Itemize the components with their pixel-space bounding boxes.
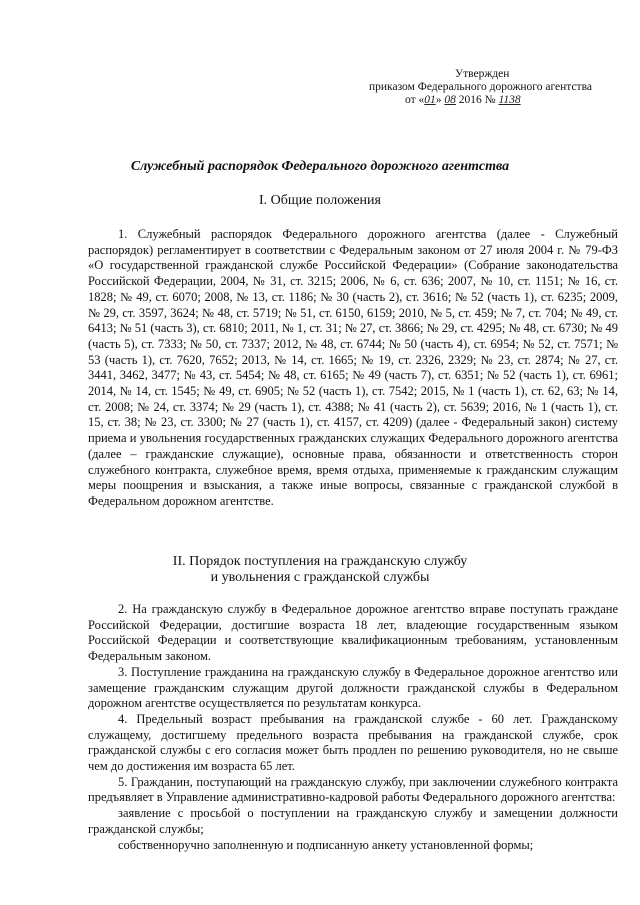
approval-line1: Утвержден xyxy=(455,68,510,80)
year-text: 2016 № xyxy=(458,94,496,106)
section1-body xyxy=(88,227,618,510)
section2-heading xyxy=(0,554,640,586)
section2-paragraph: 4. Предельный возраст пребывания на гражданской службе - 60 лет. Гражданскому служащему, достигшему предельного возраста пребывания на гражданской службе, срок гражданской службы с его согласия может быть продлен по решению руководителя, но не свыше чем до достижения им возраста 65 лет. xyxy=(88,711,618,774)
date-prefix: от « xyxy=(405,94,425,106)
section2-heading-line1: II. Порядок поступления на гражданскую службу xyxy=(172,554,468,569)
document-title: Служебный распорядок Федерального дорожного агентства xyxy=(130,159,510,174)
section2-list-item: заявление с просьбой о поступлении на гражданскую службу и замещении должности гражданской службы; xyxy=(88,806,618,836)
date-mid: » xyxy=(435,94,442,106)
approval-line2: приказом Федерального дорожного агентства xyxy=(369,81,592,93)
section2-body xyxy=(88,602,618,853)
approval-stamp xyxy=(355,68,605,107)
section2-paragraph: 2. На гражданскую службу в Федеральное дорожное агентство вправе поступать граждане Российской Федерации, достигшие возраста 18 лет, владеющие государственным языком Российской Федерации и соответствующие квалификационным требованиям, установленным Федеральным законом. xyxy=(88,602,618,664)
section2-list-item: собственноручно заполненную и подписанную анкету установленной формы; xyxy=(118,837,534,852)
section1-heading: I. Общие положения xyxy=(259,193,381,208)
section1-paragraph: 1. Служебный распорядок Федерального дорожного агентства (далее - Служебный распорядок) регламентирует в соответствии с Федеральным законом от 27 июля 2004 г. № 79-ФЗ «О государственной гражданской службе Российской Федерации» (Собрание законодательства Российской Федерации, 2004, № 31, ст. 3215; 2006, № 6, ст. 636; 2007, № 10, ст. 1151; № 16, ст. 1828; № 49, ст. 6070; 2008, № 13, ст. 1186; № 30 (часть 2), ст. 3616; № 52 (часть 1), ст. 6235; 2009, № 29, ст. 3597, 3624; № 48, ст. 5719; № 51, ст. 6150, 6159; 2010, № 5, ст. 459; № 7, ст. 704; № 49, ст. 6413; № 51 (часть 3), ст. 6810; 2011, № 1, ст. 31; № 27, ст. 3866; № 29, ст. 4295; № 48, ст. 6730; № 49 (часть 5), ст. 7333; № 50, ст. 7337; 2012, № 48, ст. 6744; № 50 (часть 4), ст. 6954; № 52, ст. 7571; № 53 (часть 1), ст. 7620, 7652; 2013, № 14, ст. 1665; № 19, ст. 2326, 2329; № 23, ст. 2874; № 27, ст. 3441, 3462, 3477; № 43, ст. 5454; № 48, ст. 6165; № 49 (часть 7), ст. 6351; № 52 (часть 1), ст. 6961; 2014, № 14, ст. 1545; № 49, ст. 6905; № 52 (часть 1), ст. 7542; 2015, № 1 (часть 1), ст. 62, 63; № 14, ст. 2008; № 24, ст. 3374; № 29 (часть 1), ст. 4388; № 41 (часть 2), ст. 5639; 2016, № 1 (часть 1), ст. 15, ст. 38; № 23, ст. 3300; № 27 (часть 1), ст. 4157, ст. 4209) (далее - Федеральный закон) систему приема и увольнения государственных гражданских служащих Федерального дорожного агентства (далее – гражданские служащие), основные права, обязанности и ответственность сторон служебного контракта, служебное время, время отдыха, применяемые к гражданским служащим меры поощрения и взыскания, а также иные вопросы, связанные с гражданской службой в Федеральном дорожном агентстве. xyxy=(88,227,618,508)
section2-heading-line2: и увольнения с гражданской службы xyxy=(210,570,430,585)
handwritten-month: 08 xyxy=(444,94,456,106)
handwritten-day: 01 xyxy=(424,94,436,106)
handwritten-order-number: 1138 xyxy=(498,94,521,106)
section2-paragraph: 3. Поступление гражданина на гражданскую службу в Федеральное дорожное агентство или замещение гражданским служащим другой должности гражданской службы в Федеральном дорожном агентстве осуществляется по результатам конкурса. xyxy=(88,664,618,711)
approval-date-line xyxy=(355,94,605,107)
section2-paragraph: 5. Гражданин, поступающий на гражданскую службу, при заключении служебного контракта предъявляет в Управление административно-кадровой работы Федерального дорожного агентства: xyxy=(88,774,618,805)
